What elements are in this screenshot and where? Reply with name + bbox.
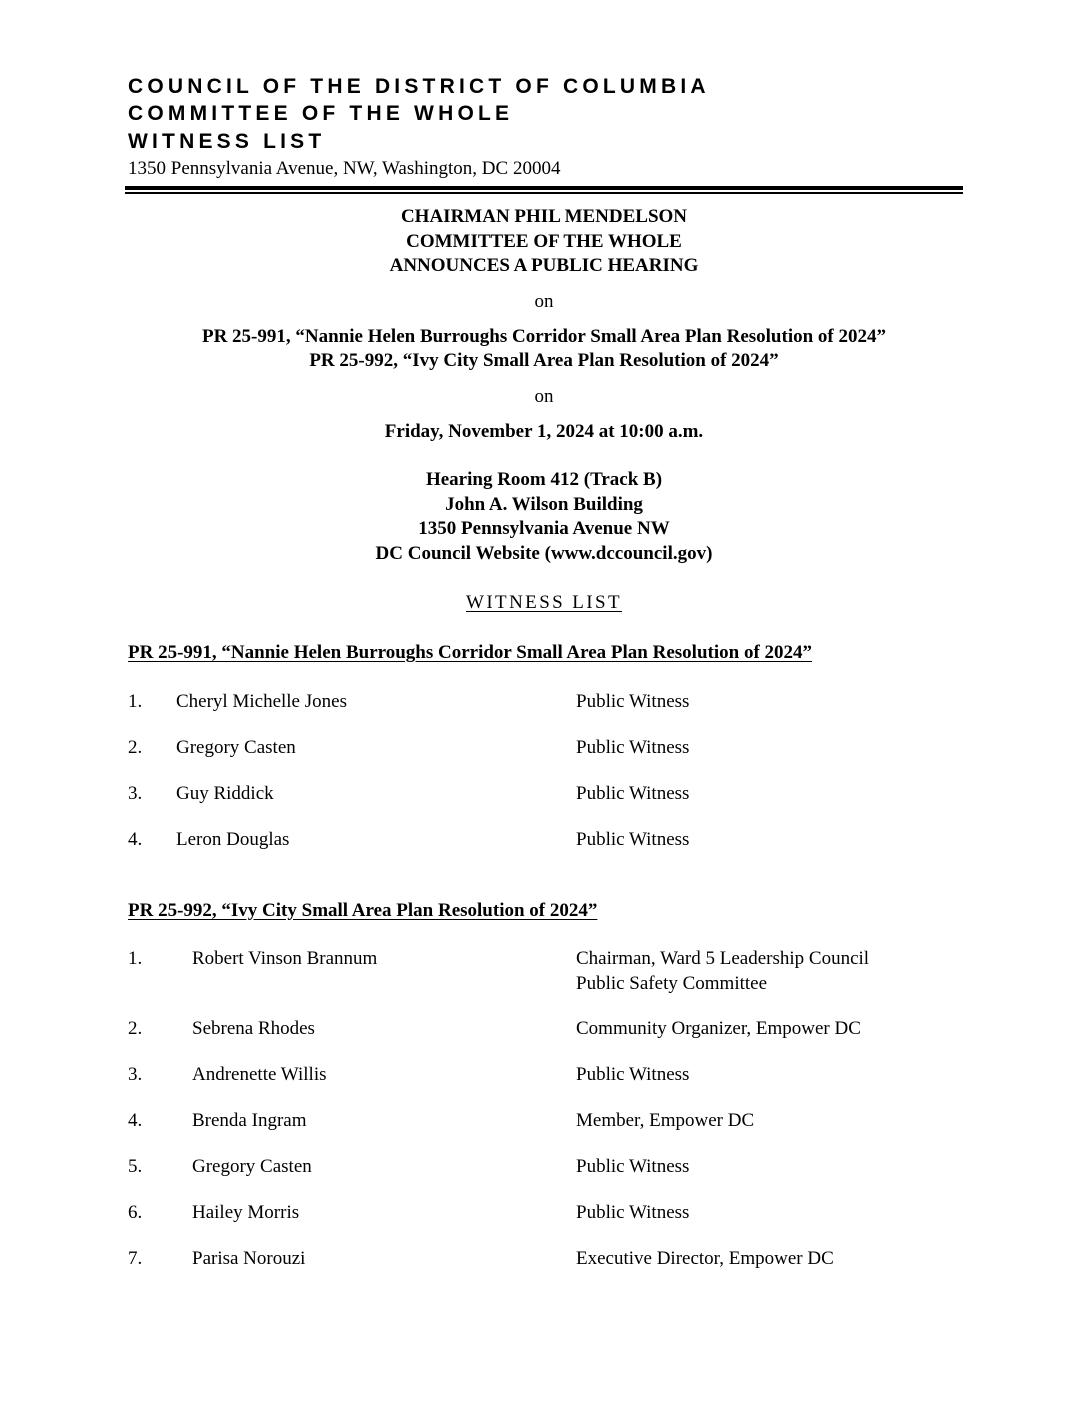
witness-number: 3. xyxy=(128,783,143,804)
section-2-heading: PR 25-992, “Ivy City Small Area Plan Resolution of 2024” xyxy=(128,900,598,921)
witness-number: 4. xyxy=(128,829,143,850)
header-rule-thin xyxy=(125,192,963,194)
witness-name: Parisa Norouzi xyxy=(192,1248,306,1269)
measure-2-title: PR 25-992, “Ivy City Small Area Plan Resolution of 2024” xyxy=(309,350,779,371)
hearing-address: 1350 Pennsylvania Avenue NW xyxy=(418,518,670,539)
witness-number: 2. xyxy=(128,737,143,758)
witness-name: Robert Vinson Brannum xyxy=(192,948,378,969)
witness-affiliation: Public Witness xyxy=(576,1156,690,1177)
hearing-datetime: Friday, November 1, 2024 at 10:00 a.m. xyxy=(384,421,704,442)
on-connector-1: on xyxy=(534,291,554,312)
witness-affiliation: Chairman, Ward 5 Leadership Council xyxy=(576,948,870,969)
witness-name: Leron Douglas xyxy=(176,829,290,850)
witness-number: 5. xyxy=(128,1156,143,1177)
hearing-website: DC Council Website (www.dccouncil.gov) xyxy=(375,543,713,564)
council-address: 1350 Pennsylvania Avenue, NW, Washington, DC 20004 xyxy=(128,158,561,179)
witness-number: 2. xyxy=(128,1018,143,1039)
witness-name: Andrenette Willis xyxy=(192,1064,327,1085)
witness-affiliation: Public Witness xyxy=(576,737,690,758)
witness-affiliation: Public Witness xyxy=(576,1064,690,1085)
witness-name: Brenda Ingram xyxy=(192,1110,307,1131)
committee-line: COMMITTEE OF THE WHOLE xyxy=(406,231,682,252)
witness-name: Hailey Morris xyxy=(192,1202,300,1223)
chairman-line: CHAIRMAN PHIL MENDELSON xyxy=(400,206,688,227)
witness-affiliation: Executive Director, Empower DC xyxy=(576,1248,834,1269)
witness-name: Guy Riddick xyxy=(176,783,274,804)
witness-number: 1. xyxy=(128,948,143,969)
council-name: COUNCIL OF THE DISTRICT OF COLUMBIA xyxy=(128,75,710,98)
witness-name: Gregory Casten xyxy=(192,1156,312,1177)
witness-affiliation: Community Organizer, Empower DC xyxy=(576,1018,861,1039)
on-connector-2: on xyxy=(534,386,554,407)
hearing-room: Hearing Room 412 (Track B) xyxy=(425,469,663,490)
document-type: WITNESS LIST xyxy=(128,130,326,153)
witness-number: 6. xyxy=(128,1202,143,1223)
witness-number: 3. xyxy=(128,1064,143,1085)
measure-1-title: PR 25-991, “Nannie Helen Burroughs Corridor Small Area Plan Resolution of 2024” xyxy=(201,326,887,347)
witness-name: Sebrena Rhodes xyxy=(192,1018,315,1039)
witness-number: 1. xyxy=(128,691,143,712)
witness-affiliation-line-2: Public Safety Committee xyxy=(576,973,768,994)
witness-list-title-text: WITNESS LIST xyxy=(466,592,622,613)
committee-name: COMMITTEE OF THE WHOLE xyxy=(128,102,514,125)
witness-affiliation: Public Witness xyxy=(576,691,690,712)
witness-affiliation: Public Witness xyxy=(576,1202,690,1223)
witness-affiliation: Public Witness xyxy=(576,783,690,804)
header-rule-thick xyxy=(125,186,963,190)
witness-name: Cheryl Michelle Jones xyxy=(176,691,347,712)
hearing-building: John A. Wilson Building xyxy=(445,494,643,515)
section-1-heading: PR 25-991, “Nannie Helen Burroughs Corridor Small Area Plan Resolution of 2024” xyxy=(128,642,813,663)
witness-affiliation: Public Witness xyxy=(576,829,690,850)
witness-name: Gregory Casten xyxy=(176,737,296,758)
announces-line: ANNOUNCES A PUBLIC HEARING xyxy=(389,255,699,276)
witness-number: 4. xyxy=(128,1110,143,1131)
witness-list-title xyxy=(0,591,1088,616)
witness-number: 7. xyxy=(128,1248,143,1269)
witness-affiliation: Member, Empower DC xyxy=(576,1110,755,1131)
